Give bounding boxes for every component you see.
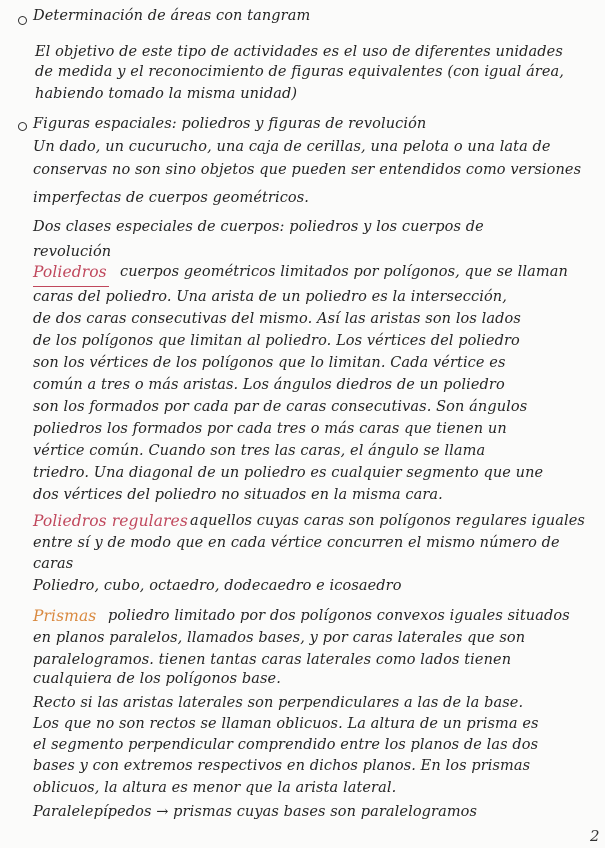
term-prismas: Prismas [33,607,97,625]
text-line: de los polígonos que limitan al poliedro. Los vértices del poliedro [33,333,520,349]
text-line: paralelogramos. tienen tantas caras laterales como lados tienen [33,652,512,668]
bullet-icon [18,16,27,25]
text-line: dos vértices del poliedro no situados en la misma cara. [33,487,443,503]
text-line: habiendo tomado la misma unidad) [35,86,298,102]
term-poliedros: Poliedros [33,263,107,281]
text-line: Paralelepípedos → prismas cuyas bases son paralelogramos [33,804,478,820]
text-line: el segmento perpendicular comprendido entre los planos de las dos [33,737,539,753]
text-line: oblicuos, la altura es menor que la arista lateral. [33,780,397,796]
term-poliedros-regulares: Poliedros regulares [33,512,188,530]
text-line: poliedro limitado por dos polígonos convexos iguales situados [108,608,570,624]
text-line: común a tres o más aristas. Los ángulos diedros de un poliedro [33,377,505,393]
section-heading-figuras: Figuras espaciales: poliedros y figuras de revolución [33,116,427,132]
text-line: Poliedro, cubo, octaedro, dodecaedro e icosaedro [33,578,402,594]
text-line: imperfectas de cuerpos geométricos. [33,190,309,206]
text-line: caras del poliedro. Una arista de un poliedro es la intersección, [33,289,507,305]
text-line: caras [33,556,74,572]
text-line: son los vértices de los polígonos que lo limitan. Cada vértice es [33,355,506,371]
text-line: Los que no son rectos se llaman oblicuos. La altura de un prisma es [33,716,539,732]
text-line: Dos clases especiales de cuerpos: poliedros y los cuerpos de [33,219,484,235]
text-line: Recto si las aristas laterales son perpendiculares a las de la base. [33,695,524,711]
text-line: triedro. Una diagonal de un poliedro es cualquier segmento que une [33,465,544,481]
text-line: cualquiera de los polígonos base. [33,671,281,687]
text-line: aquellos cuyas caras son polígonos regulares iguales [190,513,585,529]
text-line: cuerpos geométricos limitados por polígonos, que se llaman [120,264,568,280]
text-line: Un dado, un cucurucho, una caja de cerillas, una pelota o una lata de [33,139,551,155]
text-line: son los formados por cada par de caras consecutivas. Son ángulos [33,399,528,415]
text-line: conservas no son sino objetos que pueden ser entendidos como versiones [33,162,582,178]
text-line: poliedros los formados por cada tres o más caras que tienen un [33,421,507,437]
text-line: vértice común. Cuando son tres las caras, el ángulo se llama [33,443,486,459]
text-line: entre sí y de modo que en cada vértice concurren el mismo número de [33,535,560,551]
text-line: revolución [33,244,112,260]
page-number: 2 [590,827,600,845]
text-line: bases y con extremos respectivos en dichos planos. En los prismas [33,758,531,774]
term-underline [33,286,109,287]
text-line: de medida y el reconocimiento de figuras equivalentes (con igual área, [35,64,564,80]
text-line: de dos caras consecutivas del mismo. Así las aristas son los lados [33,311,521,327]
text-line: en planos paralelos, llamados bases, y por caras laterales que son [33,630,526,646]
section-heading-tangram: Determinación de áreas con tangram [33,8,311,24]
text-line: El objetivo de este tipo de actividades es el uso de diferentes unidades [35,44,563,60]
bullet-icon [18,122,27,131]
